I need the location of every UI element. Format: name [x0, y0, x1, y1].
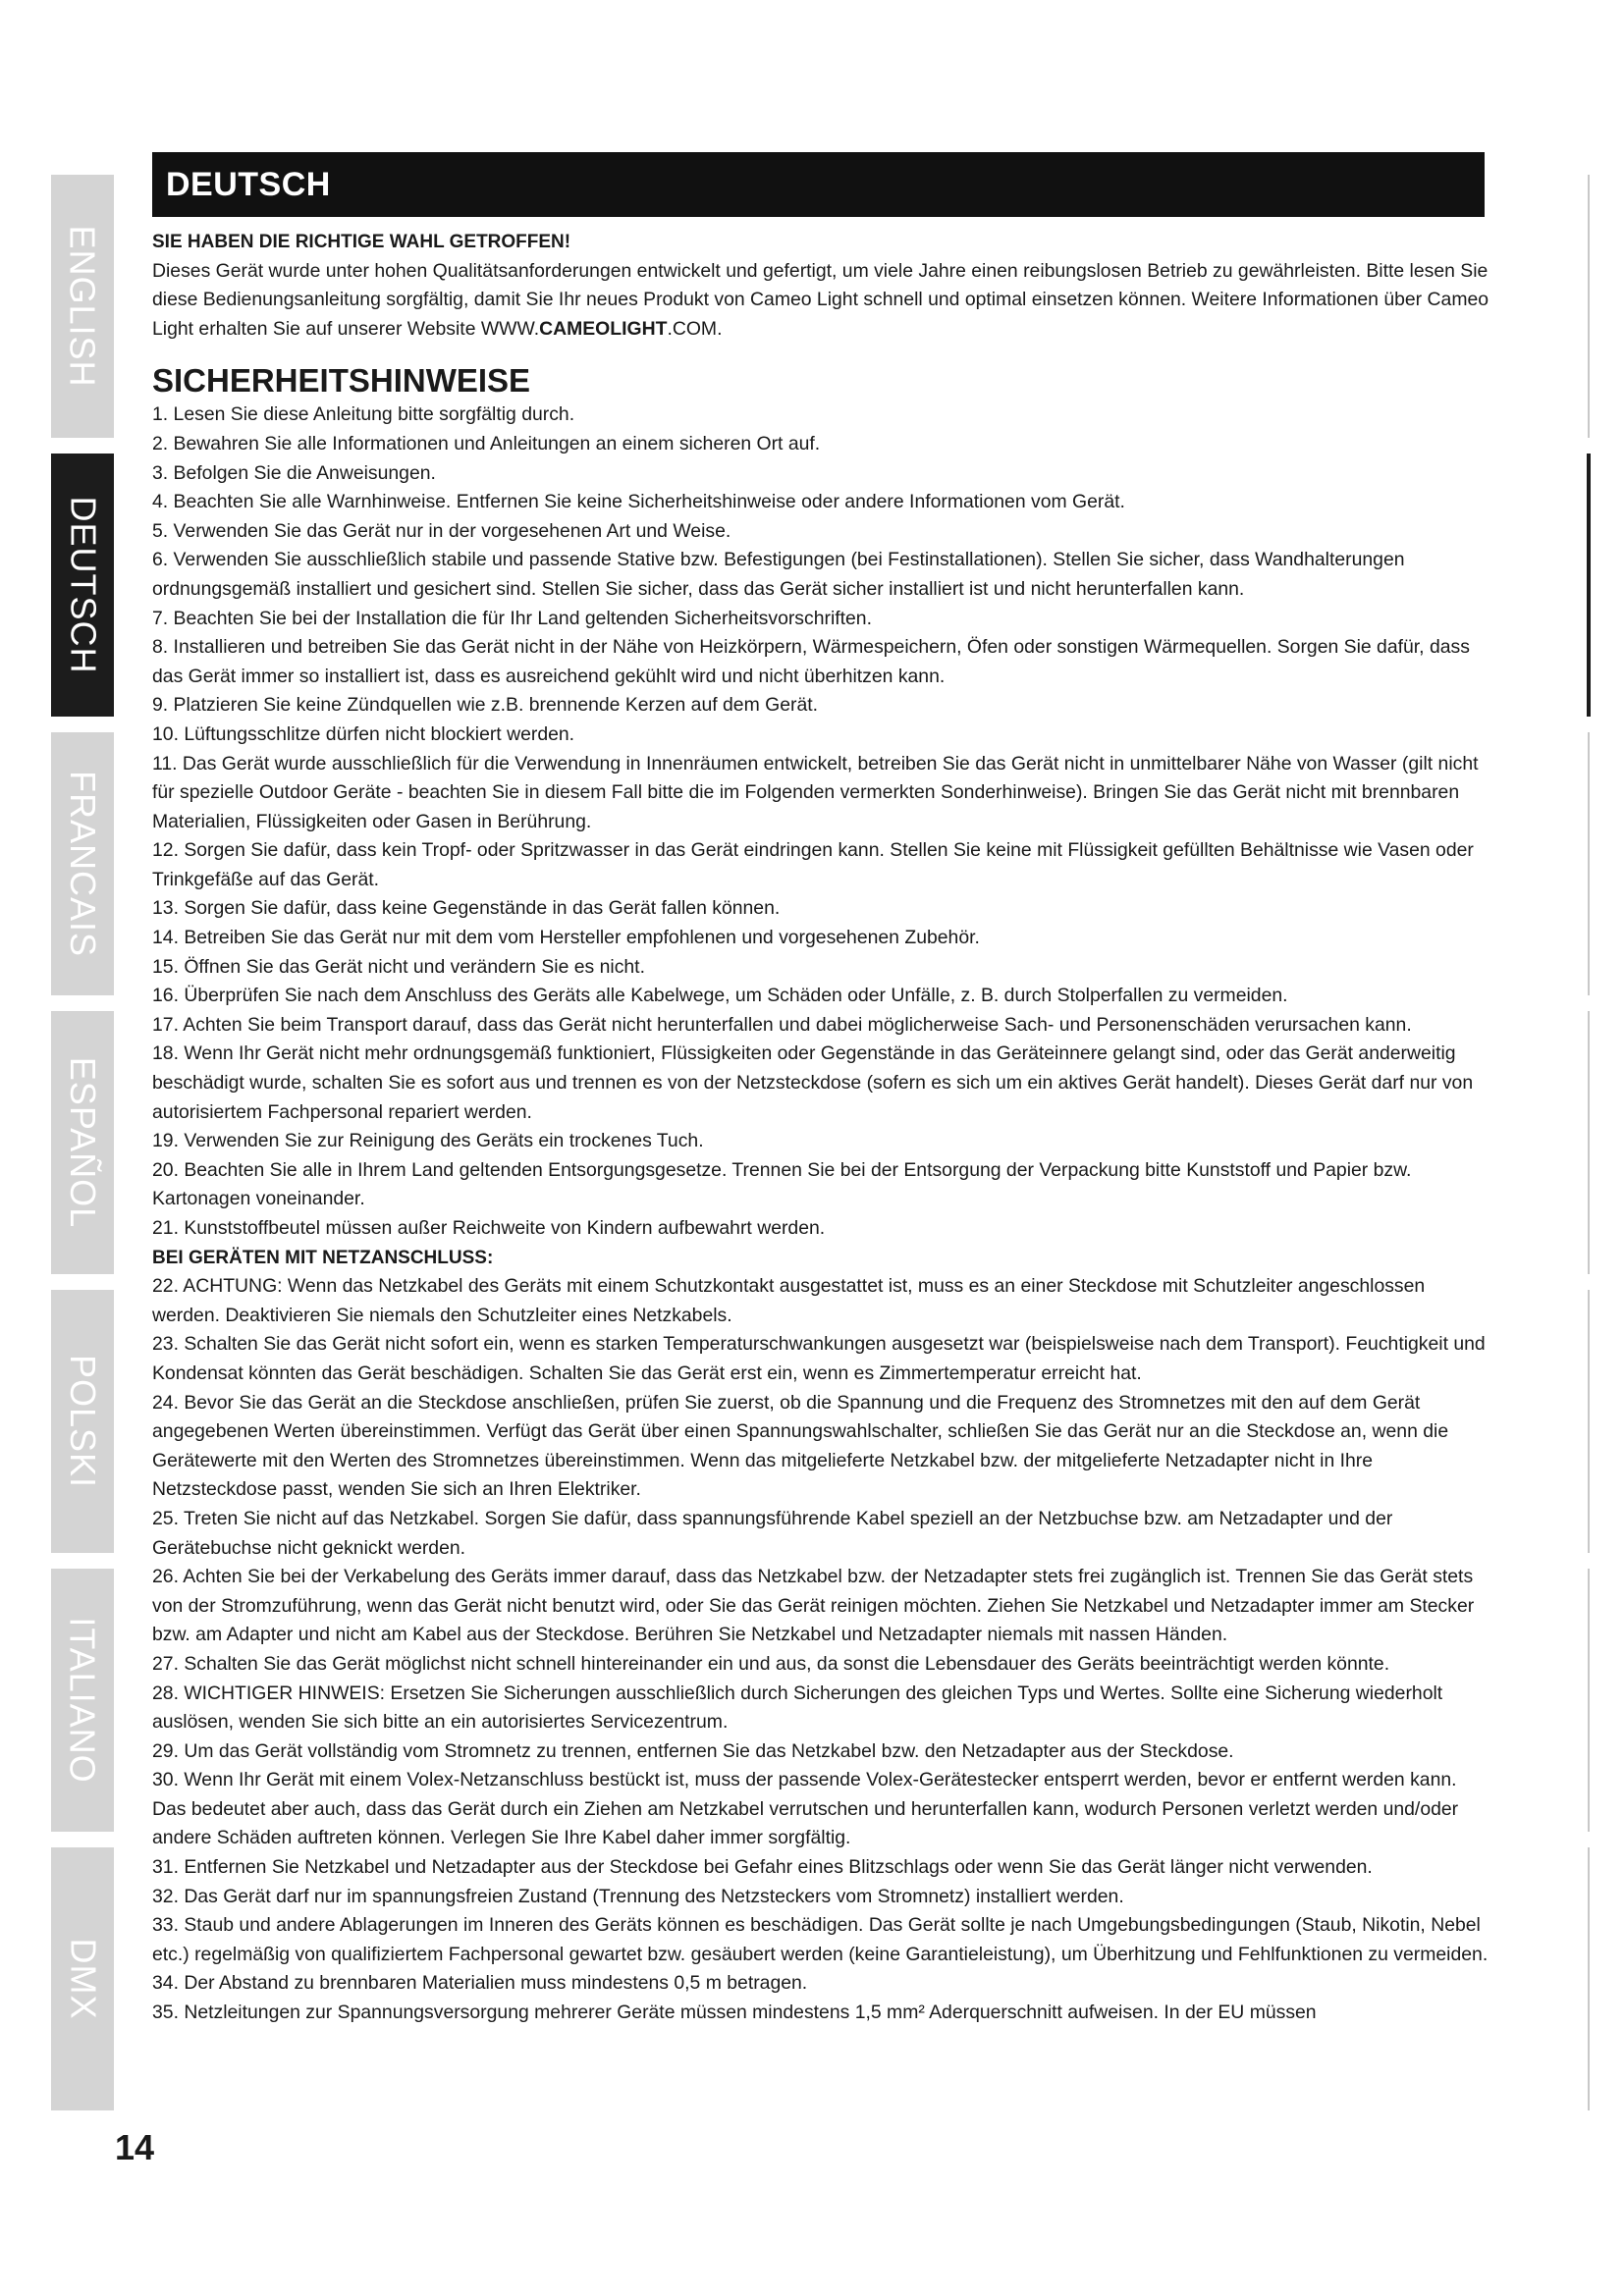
list-item: 27. Schalten Sie das Gerät möglichst nicht schnell hintereinander ein und aus, da sonst die Lebensdauer des Geräts beeinträchtigt werden könnte.	[152, 1652, 1390, 1675]
list-item: 9. Platzieren Sie keine Zündquellen wie z.B. brennende Kerzen auf dem Gerät.	[152, 694, 819, 717]
tab-label: ESPAÑOL	[63, 1056, 103, 1229]
tab-label: ITALIANO	[63, 1617, 103, 1784]
list-item: 35. Netzleitungen zur Spannungsversorgung mehrerer Geräte müssen mindestens 1,5 mm² Aderquerschnitt aufweisen. In der EU müssen	[152, 2002, 1317, 2024]
list-item: 15. Öffnen Sie das Gerät nicht und verändern Sie es nicht.	[152, 955, 645, 978]
edge-marker	[1588, 1290, 1590, 1553]
section-header-bar	[152, 152, 1485, 217]
intro-text: Dieses Gerät wurde unter hohen Qualitätsanforderungen entwickelt und gefertigt, um viele Jahre einen reibungslosen Betrieb zu gewährleisten. Bitte lesen Sie diese Bedienungsanleitung sorgfältig, damit Sie Ihr neues Produkt von Cameo Light schnell und optimal einsetzen können. Weitere Informationen über Cameo Light erhalten Sie auf unserer Website WWW.	[152, 259, 1489, 340]
tab-francais[interactable]	[51, 732, 114, 995]
tab-label: POLSKI	[63, 1354, 103, 1489]
mains-heading: BEI GERÄTEN MIT NETZANSCHLUSS:	[152, 1247, 494, 1268]
mains-list	[152, 1272, 1489, 2027]
list-item: 30. Wenn Ihr Gerät mit einem Volex-Netzanschluss bestückt ist, muss der passende Volex-Gerätestecker entsperrt werden, bevor er entfernt werden kann. Das bedeutet aber auch, dass das Gerät durch ein Ziehen am Netzkabel verrutschen und herunterfallen kann, wodurch Personen verletzt werden und/oder andere Schäden auftreten können. Verlegen Sie Ihre Kabel daher immer sorgfältig.	[152, 1769, 1459, 1849]
list-item: 32. Das Gerät darf nur im spannungsfreien Zustand (Trennung des Netzsteckers vom Stromnetz) installiert werden.	[152, 1885, 1124, 1907]
list-item: 12. Sorgen Sie dafür, dass kein Tropf- oder Spritzwasser in das Gerät eindringen kann. Stellen Sie keine mit Flüssigkeit gefüllten Behältnisse wie Vasen oder Trinkgefäße auf das Gerät.	[152, 839, 1474, 890]
list-item: 1. Lesen Sie diese Anleitung bitte sorgfältig durch.	[152, 403, 575, 426]
list-item: 33. Staub und andere Ablagerungen im Inneren des Geräts können es beschädigen. Das Gerät sollte je nach Umgebungsbedingungen (Staub, Nikotin, Nebel etc.) regelmäßig von qualifiziertem Fachpersonal gewartet bzw. gesäubert werden (keine Garantieleistung), um Überhitzung und Fehlfunktionen zu vermeiden.	[152, 1914, 1489, 1965]
list-item: 21. Kunststoffbeutel müssen außer Reichweite von Kindern aufbewahrt werden.	[152, 1217, 826, 1239]
list-item: 28. WICHTIGER HINWEIS: Ersetzen Sie Sicherungen ausschließlich durch Sicherungen des gleichen Typs und Wertes. Sollte eine Sicherung wiederholt auslösen, wenden Sie sich bitte an ein autorisiertes Servicezentrum.	[152, 1682, 1443, 1734]
tab-label: DMX	[63, 1938, 103, 2020]
edge-marker	[1588, 1847, 1590, 2110]
list-item: 25. Treten Sie nicht auf das Netzkabel. Sorgen Sie dafür, dass spannungsführende Kabel speziell an der Netzbuchse bzw. am Netzadapter und der Gerätebuchse nicht geknickt werden.	[152, 1507, 1393, 1559]
intro-heading: SIE HABEN DIE RICHTIGE WAHL GETROFFEN!	[152, 232, 571, 252]
list-item: 19. Verwenden Sie zur Reinigung des Geräts ein trockenes Tuch.	[152, 1130, 704, 1152]
section-title: DEUTSCH	[166, 165, 331, 203]
tab-label: ENGLISH	[63, 225, 104, 388]
list-item: 20. Beachten Sie alle in Ihrem Land geltenden Entsorgungsgesetze. Trennen Sie bei der Entsorgung der Verpackung bitte Kunststoff und Papier bzw. Kartonagen voneinander.	[152, 1158, 1412, 1210]
intro-paragraph	[152, 257, 1489, 345]
tab-espanol[interactable]	[51, 1011, 114, 1274]
list-item: 22. ACHTUNG: Wenn das Netzkabel des Geräts mit einem Schutzkontakt ausgestattet ist, muss es an einer Steckdose mit Schutzleiter angeschlossen werden. Deaktivieren Sie niemals den Schutzleiter eines Netzkabels.	[152, 1275, 1426, 1326]
tab-label: DEUTSCH	[63, 496, 104, 674]
tab-label: FRANCAIS	[63, 770, 103, 958]
list-item: 26. Achten Sie bei der Verkabelung des Geräts immer darauf, dass das Netzkabel bzw. der Netzadapter stets frei zugänglich ist. Trennen Sie das Gerät stets von der Stromzuführung, wenn das Gerät nicht benutzt wird, oder Sie das Gerät reinigen möchten. Ziehen Sie Netzkabel und Netzadapter immer am Stecker bzw. am Adapter und nicht am Kabel aus der Steckdose. Berühren Sie Netzkabel und Netzadapter niemals mit nassen Händen.	[152, 1566, 1475, 1646]
intro-text-end: .COM.	[667, 317, 723, 340]
list-item: 17. Achten Sie beim Transport darauf, dass das Gerät nicht herunterfallen und dabei möglicherweise Sach- und Personenschäden verursachen kann.	[152, 1013, 1412, 1036]
tab-polski[interactable]	[51, 1290, 114, 1553]
list-item: 24. Bevor Sie das Gerät an die Steckdose anschließen, prüfen Sie zuerst, ob die Spannung und die Frequenz des Stromnetzes mit den auf dem Gerät angegebenen Werten übereinstimmen. Verfügt das Gerät über einen Spannungswahlschalter, schließen Sie das Gerät nur an die Steckdose an, wenn die Gerätewerte mit den Werten des Stromnetzes übereinstimmen. Wenn das mitgelieferte Netzkabel bzw. der mitgelieferte Netzadapter nicht in Ihre Netzsteckdose passt, wenden Sie sich an Ihren Elektriker.	[152, 1391, 1449, 1501]
document-body	[152, 228, 1489, 2028]
list-item: 34. Der Abstand zu brennbaren Materialien muss mindestens 0,5 m betragen.	[152, 1972, 808, 1995]
edge-marker	[1588, 732, 1590, 995]
list-item: 14. Betreiben Sie das Gerät nur mit dem vom Hersteller empfohlenen und vorgesehenen Zubehör.	[152, 927, 980, 949]
list-item: 5. Verwenden Sie das Gerät nur in der vorgesehenen Art und Weise.	[152, 519, 731, 542]
list-item: 18. Wenn Ihr Gerät nicht mehr ordnungsgemäß funktioniert, Flüssigkeiten oder Gegenstände in das Geräteinnere gelangt sind, oder das Gerät anderweitig beschädigt wurde, schalten Sie es sofort aus und trennen es von der Netzsteckdose (sofern es sich um ein aktives Gerät handelt). Dieses Gerät darf nur von autorisiertem Fachpersonal repariert werden.	[152, 1042, 1474, 1123]
safety-list	[152, 400, 1489, 1243]
edge-marker	[1588, 175, 1590, 438]
tab-italiano[interactable]	[51, 1569, 114, 1832]
safety-heading: SICHERHEITSHINWEISE	[152, 362, 531, 400]
list-item: 7. Beachten Sie bei der Installation die für Ihr Land geltenden Sicherheitsvorschriften.	[152, 607, 872, 629]
list-item: 23. Schalten Sie das Gerät nicht sofort ein, wenn es starken Temperaturschwankungen ausgesetzt war (beispielsweise nach dem Transport). Feuchtigkeit und Kondensat könnten das Gerät beschädigen. Schalten Sie das Gerät erst ein, wenn es Zimmertemperatur erreicht hat.	[152, 1333, 1486, 1384]
list-item: 31. Entfernen Sie Netzkabel und Netzadapter aus der Steckdose bei Gefahr eines Blitzschlags oder wenn Sie das Gerät länger nicht verwenden.	[152, 1856, 1373, 1879]
list-item: 6. Verwenden Sie ausschließlich stabile und passende Stative bzw. Befestigungen (bei Festinstallationen). Stellen Sie sicher, dass Wandhalterungen ordnungsgemäß installiert und gesichert sind. Stellen Sie sicher, dass das Gerät sicher installiert ist und nicht herunterfallen kann.	[152, 549, 1405, 600]
tab-english[interactable]	[51, 175, 114, 438]
list-item: 16. Überprüfen Sie nach dem Anschluss des Geräts alle Kabelwege, um Schäden oder Unfälle, z. B. durch Stolperfallen zu vermeiden.	[152, 985, 1288, 1007]
list-item: 4. Beachten Sie alle Warnhinweise. Entfernen Sie keine Sicherheitshinweise oder andere Informationen vom Gerät.	[152, 491, 1125, 513]
edge-marker	[1588, 1569, 1590, 1832]
list-item: 10. Lüftungsschlitze dürfen nicht blockiert werden.	[152, 722, 575, 745]
tab-dmx[interactable]	[51, 1847, 114, 2110]
list-item: 3. Befolgen Sie die Anweisungen.	[152, 461, 436, 484]
edge-marker	[1588, 1011, 1590, 1274]
list-item: 13. Sorgen Sie dafür, dass keine Gegenstände in das Gerät fallen können.	[152, 897, 781, 920]
brand-name: CAMEOLIGHT	[539, 317, 668, 340]
tab-deutsch[interactable]	[51, 454, 114, 717]
edge-marker-active	[1587, 454, 1591, 717]
list-item: 2. Bewahren Sie alle Informationen und Anleitungen an einem sicheren Ort auf.	[152, 432, 821, 454]
list-item: 29. Um das Gerät vollständig vom Stromnetz zu trennen, entfernen Sie das Netzkabel bzw. den Netzadapter aus der Steckdose.	[152, 1739, 1234, 1762]
list-item: 8. Installieren und betreiben Sie das Gerät nicht in der Nähe von Heizkörpern, Wärmespeichern, Öfen oder sonstigen Wärmequellen. Sorgen Sie dafür, dass das Gerät immer so installiert ist, dass es ausreichend gekühlt wird und nicht überhitzen kann.	[152, 636, 1470, 687]
page-number: 14	[115, 2127, 155, 2167]
list-item: 11. Das Gerät wurde ausschließlich für die Verwendung in Innenräumen entwickelt, betreiben Sie das Gerät nicht in unmittelbarer Nähe von Wasser (gilt nicht für spezielle Outdoor Geräte - beachten Sie in diesem Fall bitte die im Folgenden vermerkten Sonderhinweise). Bringen Sie das Gerät nicht mit brennbaren Materialien, Flüssigkeiten oder Gasen in Berührung.	[152, 752, 1479, 832]
